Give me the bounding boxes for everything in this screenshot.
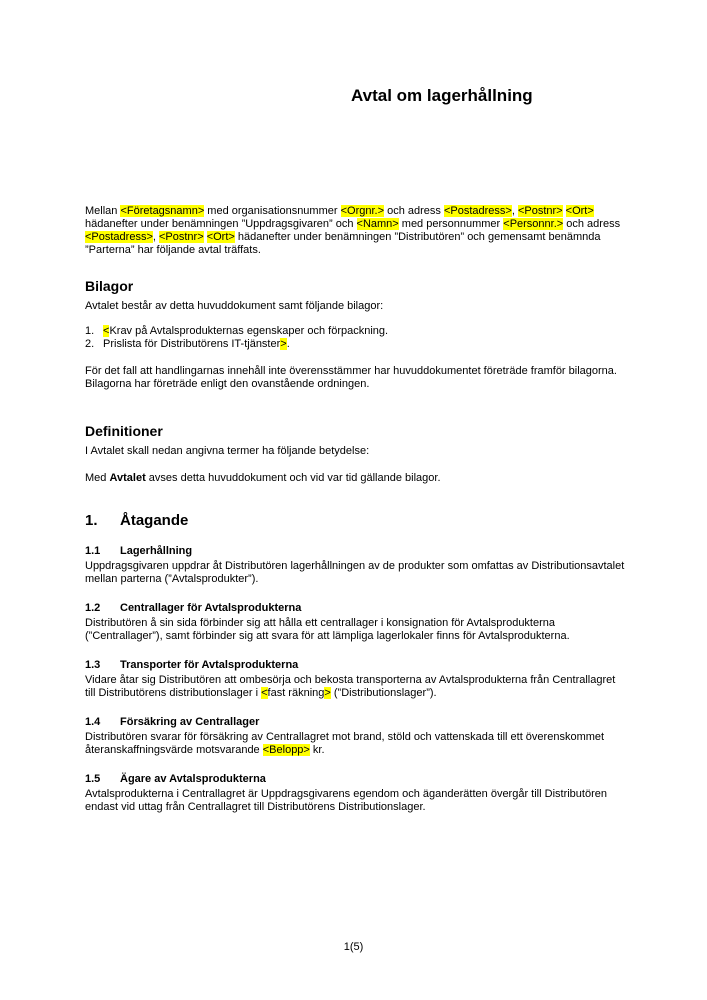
subsection-1-2 [85, 602, 626, 643]
list-item-number: 2. [85, 338, 95, 350]
subsection-body: Avtalsprodukterna i Centrallagret är Uppdragsgivarens egendom och äganderätten övergår till Distributören endast vid uttag från Centrallagret till Distributörens Distributionslager. [85, 788, 607, 813]
bilagor-heading: Bilagor [85, 278, 134, 294]
subsection-number: 1.4 [85, 716, 101, 728]
subsection-1-3 [85, 659, 626, 700]
section-1-label: Åtagande [120, 512, 189, 529]
list-item-text: <Krav på Avtalsprodukternas egenskaper och förpackning. [103, 325, 389, 337]
subsection-body: Uppdragsgivaren uppdrar åt Distributören lagerhållningen av de produkter som omfattas av Distributionsavtalet mellan parterna (”Avtalsprodukter”). [85, 560, 625, 585]
subsection-heading [85, 716, 626, 729]
subsection-number: 1.3 [85, 659, 101, 671]
subsection-label: Försäkring av Centrallager [120, 716, 260, 728]
subsection-1-5 [85, 773, 626, 814]
subsection-1-4 [85, 716, 626, 757]
bilagor-list [85, 325, 626, 351]
bilagor-list-item [85, 325, 626, 338]
subsection-heading [85, 602, 626, 615]
subsection-number: 1.2 [85, 602, 101, 614]
subsection-body: Distributören svarar för försäkring av Centrallagret mot brand, stöld och vattenskada till ett överenskommet återanskaffningsvärde motsvarande <Belopp> kr. [85, 731, 605, 756]
section-1-number: 1. [85, 512, 98, 529]
subsection-heading [85, 659, 626, 672]
subsection-body: Vidare åtar sig Distributören att ombesörja och bekosta transporterna av Avtalsprodukterna från Centrallagret till Distributörens distributionslager i <fast räkning> (”Distributionslager”). [85, 674, 616, 699]
document-content [85, 0, 626, 814]
subsection-label: Centrallager för Avtalsprodukterna [120, 602, 302, 614]
subsection-label: Lagerhållning [120, 545, 193, 557]
subsection-label: Transporter för Avtalsprodukterna [120, 659, 299, 671]
subsection-heading [85, 773, 626, 786]
subsection-body: Distributören å sin sida förbinder sig att hålla ett centrallager i konsignation för Avtalsprodukterna (”Centrallager”), samt förbinder sig att svara för att lämpliga lagerlokaler finns för Avtalsprodukterna. [85, 617, 570, 642]
intro-paragraph: Mellan <Företagsnamn> med organisationsnummer <Orgnr.> och adress <Postadress>, <Postnr> <Ort> hädanefter under benämningen ”Uppdragsgivaren” och <Namn> med personnummer <Personnr.> och adress <Postadress>, <Postnr> <Ort> hädanefter under benämningen ”Distributören” och gemensamt benämnda ”Parterna” har följande avtal träffats. [85, 205, 621, 256]
definitioner-sentence: Med Avtalet avses detta huvuddokument och vid var tid gällande bilagor. [85, 472, 441, 484]
subsection-1-1 [85, 545, 626, 586]
bilagor-lead: Avtalet består av detta huvuddokument samt följande bilagor: [85, 300, 384, 312]
bilagor-note: För det fall att handlingarnas innehåll inte överensstämmer har huvuddokumentet företräde framför bilagorna. Bilagorna har företräde enligt den ovanstående ordningen. [85, 365, 617, 390]
list-item-number: 1. [85, 325, 95, 337]
subsection-heading [85, 545, 626, 558]
subsection-number: 1.5 [85, 773, 101, 785]
subsection-label: Ägare av Avtalsprodukterna [120, 773, 266, 785]
subsection-number: 1.1 [85, 545, 101, 557]
bilagor-list-item [85, 338, 626, 351]
definitioner-lead: I Avtalet skall nedan angivna termer ha följande betydelse: [85, 445, 370, 457]
document-title: Avtal om lagerhållning [351, 86, 533, 105]
section-1-heading [85, 512, 626, 529]
definitioner-heading: Definitioner [85, 423, 163, 439]
list-item-text: Prislista för Distributörens IT-tjänster>. [103, 338, 290, 350]
page-number: 1(5) [343, 941, 364, 953]
